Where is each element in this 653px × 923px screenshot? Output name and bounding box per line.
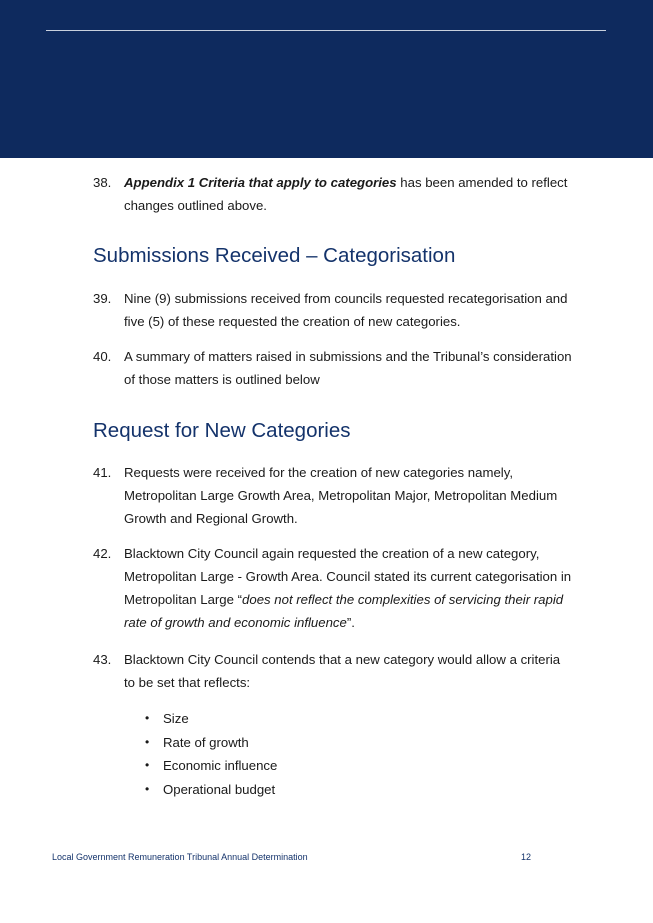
paragraph-number: 43. xyxy=(93,652,112,667)
list-item: • Size xyxy=(145,707,277,731)
footer-title: Local Government Remuneration Tribunal Annual Determination xyxy=(52,852,308,862)
bullet-icon: • xyxy=(145,734,150,749)
appendix-reference: Appendix 1 Criteria that apply to categories xyxy=(124,175,397,190)
council-quote: does not reflect the complexities of servicing their rapid rate of growth and economic influence xyxy=(124,592,564,630)
header-rule xyxy=(46,30,606,31)
criteria-list xyxy=(145,707,277,801)
paragraph-39: 39. Nine (9) submissions received from councils requested recategorisation and five (5) of these requested the creation of new categories. xyxy=(93,287,573,333)
paragraph-40: 40. A summary of matters raised in submissions and the Tribunal’s consideration of those matters is outlined below xyxy=(93,345,573,391)
section-heading-submissions: Submissions Received – Categorisation xyxy=(93,244,456,267)
paragraph-43: 43. Blacktown City Council contends that a new category would allow a criteria to be set that reflects: xyxy=(93,648,573,694)
section-heading-new-categories: Request for New Categories xyxy=(93,419,351,442)
paragraph-number: 42. xyxy=(93,546,112,561)
bullet-icon: • xyxy=(145,781,150,796)
bullet-icon: • xyxy=(145,711,150,725)
paragraph-38: 38. Appendix 1 Criteria that apply to categories has been amended to reflect changes outlined above. xyxy=(93,171,573,217)
page-number: 12 xyxy=(521,852,532,862)
bullet-icon: • xyxy=(145,758,150,773)
paragraph-41: 41. Requests were received for the creation of new categories namely, Metropolitan Large Growth Area, Metropolitan Major, Metropolitan Medium Growth and Regional Growth. xyxy=(93,461,573,530)
list-item: • Rate of growth xyxy=(145,731,277,755)
paragraph-number: 41. xyxy=(93,465,112,480)
paragraph-42: 42. Blacktown City Council again requested the creation of a new category, Metropolitan Large - Growth Area. Council stated its current categorisation in Metropolitan Large “does not reflect the complexities of servicing their rapid rate of growth and economic influence”. xyxy=(93,542,573,634)
list-item: • Operational budget xyxy=(145,778,277,802)
header-banner xyxy=(0,0,653,158)
paragraph-number: 38. xyxy=(93,175,112,190)
paragraph-number: 39. xyxy=(93,291,112,306)
list-item: • Economic influence xyxy=(145,754,277,778)
paragraph-number: 40. xyxy=(93,349,112,364)
